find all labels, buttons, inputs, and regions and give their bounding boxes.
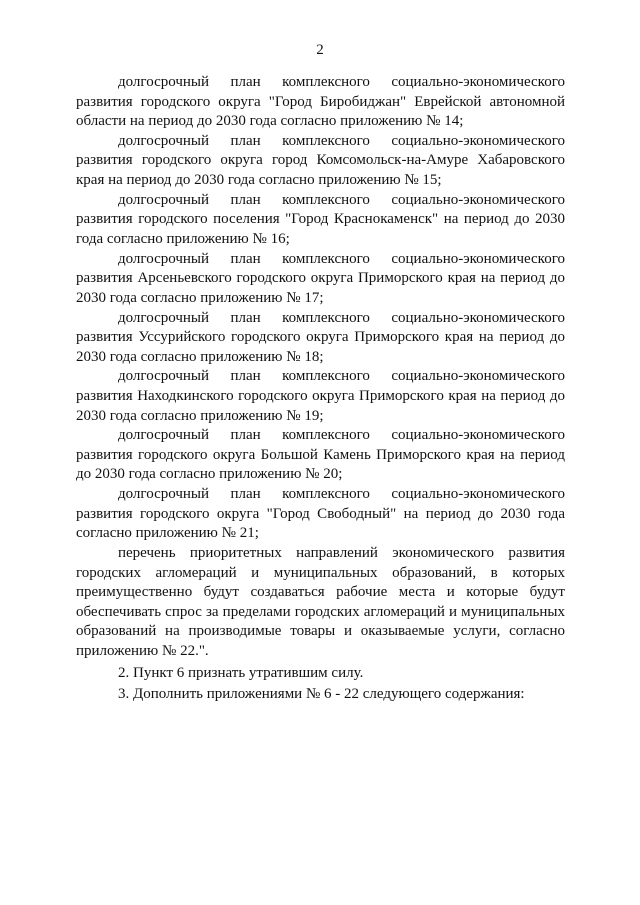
paragraph-plan-arsenyev: долгосрочный план комплексного социально-экономического развития Арсеньевского городского округа Приморского края на период до 2030 года согласно приложению № 17;	[76, 250, 565, 306]
paragraph-plan-bolshoy-kamen: долгосрочный план комплексного социально-экономического развития городского округа Большой Камень Приморского края на период до 2030 года согласно приложению № 20;	[76, 427, 565, 483]
paragraph-plan-ussuriysk: долгосрочный план комплексного социально-экономического развития Уссурийского городского округа Приморского края на период до 2030 года согласно приложению № 18;	[76, 309, 565, 365]
paragraph-priority-list: перечень приоритетных направлений экономического развития городских агломераций и муниципальных образований, в которых преимущественно будут создаваться рабочие места и которые будут обеспечивать спрос за пределами городских агломераций и муниципальных образований на производимые товары и оказываемые услуги, согласно приложению № 22.".	[76, 545, 565, 659]
paragraph-point-2: 2. Пункт 6 признать утратившим силу.	[118, 664, 364, 681]
paragraph-plan-svobodny: долгосрочный план комплексного социально-экономического развития городского округа "Город Свободный" на период до 2030 года согласно приложению № 21;	[76, 486, 565, 542]
paragraph-point-3: 3. Дополнить приложениями № 6 - 22 следующего содержания:	[118, 686, 525, 703]
document-body	[76, 73, 565, 705]
paragraph-plan-birobidzhan: долгосрочный план комплексного социально-экономического развития городского округа "Город Биробиджан" Еврейской автономной области на период до 2030 года согласно приложению № 14;	[76, 74, 565, 130]
paragraph-plan-komsomolsk: долгосрочный план комплексного социально-экономического развития городского округа город Комсомольск-на-Амуре Хабаровского края на период до 2030 года согласно приложению № 15;	[76, 132, 565, 189]
paragraph-plan-nakhodka: долгосрочный план комплексного социально-экономического развития Находкинского городского округа Приморского края на период до 2030 года согласно приложению № 19;	[76, 368, 565, 424]
paragraph-plan-krasnokamensk: долгосрочный план комплексного социально-экономического развития городского поселения "Город Краснокаменск" на период до 2030 года согласно приложению № 16;	[76, 191, 565, 247]
page-number: 2	[316, 42, 324, 58]
